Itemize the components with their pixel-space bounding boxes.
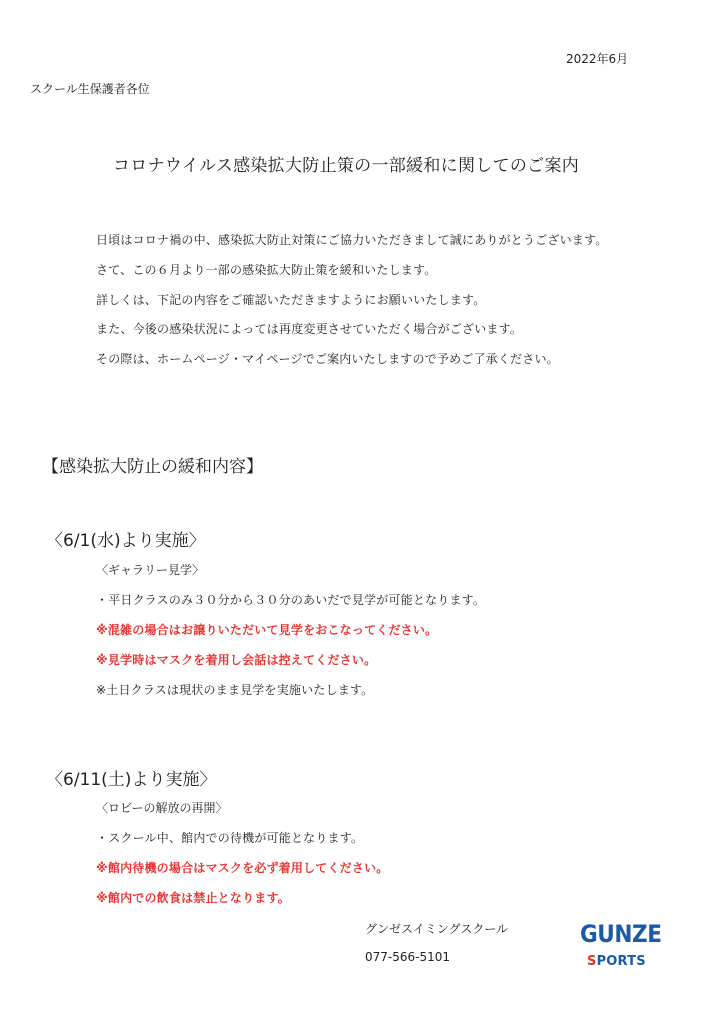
phase2-heading: 〈6/11(土)より実施〉 xyxy=(46,770,217,790)
gunze-sports-logo xyxy=(580,920,676,976)
contact-name: グンゼスイミングスクール xyxy=(365,922,509,936)
logo-subtitle xyxy=(587,954,646,969)
phase1-warning: ※混雑の場合はお譲りいただいて見学をおこなってください。 xyxy=(96,623,438,637)
intro-line: 日頃はコロナ禍の中、感染拡大防止対策にご協力いただきまして誠にありがとうございます。 xyxy=(96,233,608,247)
document-date: 2022年6月 xyxy=(566,52,629,66)
contact-phone: 077-566-5101 xyxy=(365,950,451,964)
intro-line: さて、この６月より一部の感染拡大防止策を緩和いたします。 xyxy=(96,263,437,277)
recipient-line: スクール生保護者各位 xyxy=(30,82,150,96)
phase1-heading: 〈6/1(水)より実施〉 xyxy=(46,531,206,551)
phase2-warning: ※館内待機の場合はマスクを必ず着用してください。 xyxy=(96,861,389,875)
document-title: コロナウイルス感染拡大防止策の一部緩和に関してのご案内 xyxy=(113,156,580,176)
section-heading: 【感染拡大防止の緩和内容】 xyxy=(42,457,263,477)
phase1-item: ・平日クラスのみ３０分から３０分のあいだで見学が可能となります。 xyxy=(96,593,486,607)
intro-line: その際は、ホームページ・マイページでご案内いたしますので予めご了承ください。 xyxy=(96,352,559,366)
phase1-warning: ※見学時はマスクを着用し会話は控えてください。 xyxy=(96,653,377,667)
phase1-sub-heading: 〈ギャラリー見学〉 xyxy=(96,563,205,577)
phase2-sub-heading: 〈ロビーの解放の再開〉 xyxy=(96,801,228,815)
logo-wordmark: GUNZE xyxy=(580,920,662,948)
phase2-item: ・スクール中、館内での待機が可能となります。 xyxy=(96,831,364,845)
logo-subtitle-initial: S xyxy=(587,954,597,969)
intro-line: また、今後の感染状況によっては再度変更させていただく場合がございます。 xyxy=(96,322,523,336)
phase1-note: ※土日クラスは現状のまま見学を実施いたします。 xyxy=(96,683,374,697)
intro-line: 詳しくは、下記の内容をご確認いただきますようにお願いいたします。 xyxy=(96,293,486,307)
phase2-warning: ※館内での飲食は禁止となります。 xyxy=(96,891,290,905)
logo-subtitle-rest: PORTS xyxy=(596,954,646,969)
